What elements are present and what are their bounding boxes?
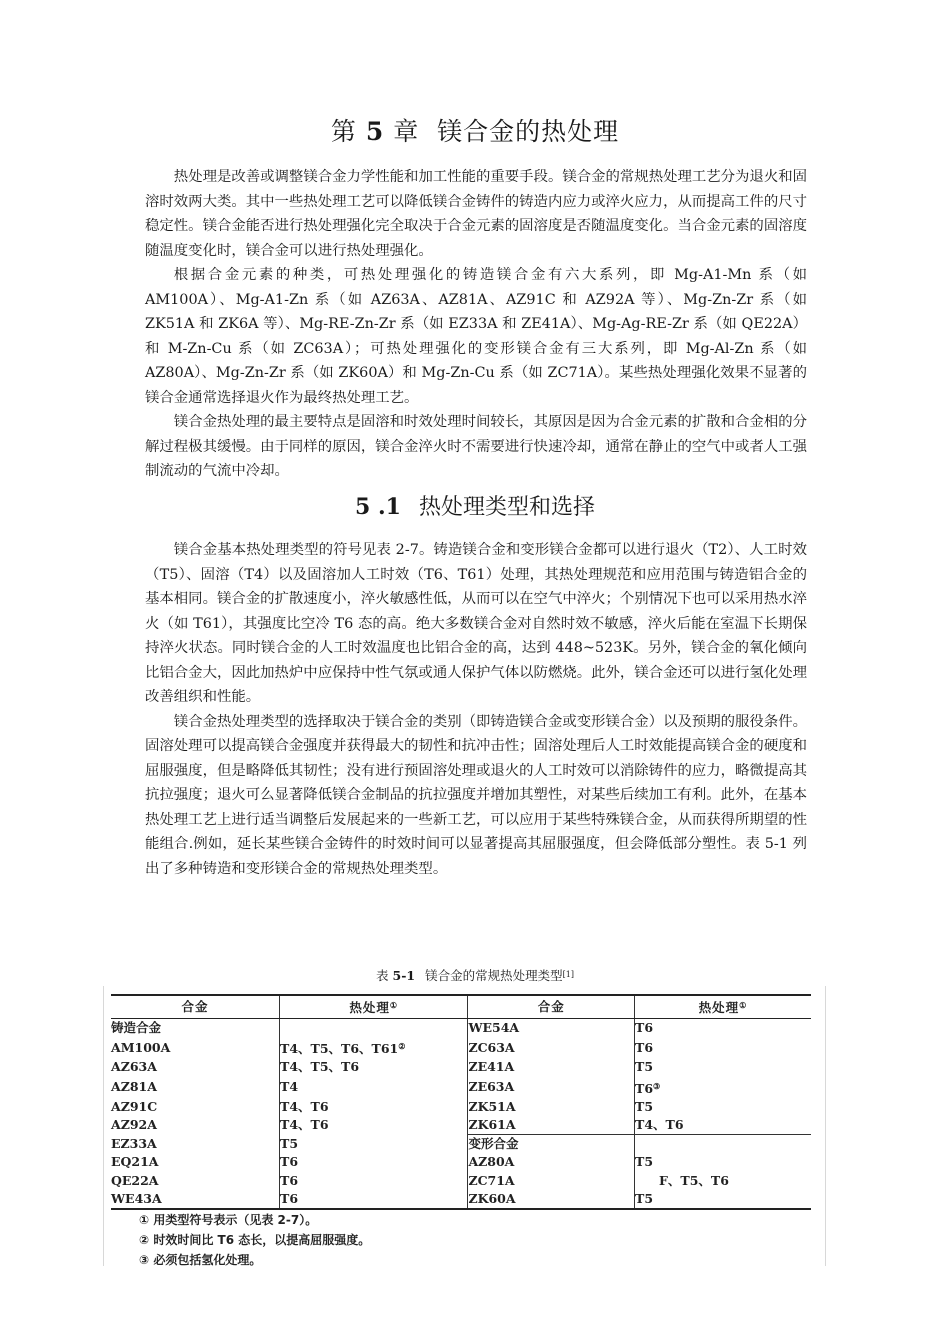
treatment-cell	[635, 1077, 811, 1098]
treatment-text: T6	[635, 1080, 654, 1096]
treatment-text: T5	[635, 1098, 654, 1114]
paragraph: 根据合金元素的种类，可热处理强化的铸造镁合金有六大系列，即 Mg-A1-Mn 系（如 AM100A）、Mg-A1-Zn 系（如 AZ63A、AZ81A、AZ91C 和 AZ92A 等）、Mg-Zn-Zr 系（如 ZK51A 和 ZK6A 等）、Mg-RE-Zn-Zr 系（如 EZ33A 和 ZE41A）、Mg-Ag-RE-Zr 系（如 QE22A）和 M-Zn-Cu 系（如 ZC63A）；可热处理强化的变形镁合金有三大系列，即 Mg-Al-Zn 系（如 AZ80A）、Mg-Zn-Zr 系（如 ZK60A）和 Mg-Zn-Cu 系（如 ZC71A）。某些热处理强化效果不显著的镁合金通常选择退火作为最终热处理工艺。	[145, 267, 807, 406]
table-row	[111, 1058, 811, 1076]
footnote: ③ 必须包括氢化处理。	[139, 1253, 262, 1267]
alloy-cell: ZK61A	[468, 1116, 635, 1135]
alloy-group-label: 变形合金	[468, 1135, 635, 1154]
alloy-cell: AZ81A	[111, 1079, 157, 1095]
caption-number: 5-1	[392, 968, 416, 983]
chapter-suffix: 章	[393, 117, 420, 146]
caption-reference: [1]	[562, 970, 574, 979]
treatment-text: T4、T6	[280, 1098, 329, 1114]
empty-cell	[635, 1135, 811, 1154]
header-treatment-text: 热处理	[349, 1000, 390, 1016]
table-body	[111, 1019, 811, 1210]
treatment-text: T6	[635, 1039, 654, 1055]
treatment-cell	[635, 1019, 811, 1038]
alloy-cell: EQ21A	[111, 1154, 159, 1170]
paragraph: 热处理是改善或调整镁合金力学性能和加工性能的重要手段。镁合金的常规热处理工艺分为退火和固溶时效两大类。其中一些热处理工艺可以降低镁合金铸件的铸造内应力或淬火应力，从而提高工件的尺寸稳定性。镁合金能否进行热处理强化完全取决于合金元素的固溶度是否随温度变化。当合金元素的固溶度随温度变化时，镁合金可以进行热处理强化。	[145, 169, 807, 259]
chapter-number: 5	[365, 117, 385, 146]
chapter-title	[0, 112, 950, 148]
header-alloy-left: 合金	[111, 995, 280, 1019]
footnote-marker: ①	[389, 1000, 399, 1011]
table-scan-image	[103, 986, 826, 1266]
chapter-prefix: 第	[330, 117, 357, 146]
header-treatment-text: 热处理	[698, 1000, 740, 1016]
table-row	[111, 1037, 811, 1058]
treatment-text: T5	[635, 1190, 654, 1206]
alloy-cell: ZE63A	[468, 1077, 635, 1098]
treatment-text: T5	[635, 1059, 654, 1075]
alloy-cell: ZK60A	[468, 1190, 635, 1209]
treatment-cell	[635, 1153, 811, 1171]
treatment-cell	[635, 1098, 811, 1116]
table-footnotes	[139, 1210, 370, 1270]
table-row	[111, 1172, 811, 1190]
section-title-text: 热处理类型和选择	[418, 495, 595, 520]
table-row	[111, 1190, 811, 1209]
table-row	[111, 1116, 811, 1135]
treatment-text: T4、T6	[280, 1117, 329, 1133]
alloy-cell: WE54A	[468, 1019, 635, 1038]
paragraph: 镁合金热处理的最主要特点是固溶和时效处理时间较长，其原因是因为合金元素的扩散和合金相的分解过程极其缓慢。由于同样的原因，镁合金淬火时不需要进行快速冷却，通常在静止的空气中或者人工强制流动的气流中冷却。	[145, 414, 807, 479]
treatment-text: T5	[280, 1135, 299, 1151]
table-row	[111, 1153, 811, 1171]
treatment-cell	[635, 1058, 811, 1076]
alloy-cell: ZC71A	[468, 1172, 635, 1190]
treatment-cell	[280, 1037, 468, 1058]
treatment-text: T4、T5、T6	[280, 1059, 360, 1075]
table-row	[111, 1077, 811, 1098]
treatment-text: T4、T5、T6、T61	[280, 1041, 399, 1057]
treatment-text: T6	[280, 1190, 299, 1206]
treatment-cell	[635, 1116, 811, 1135]
header-treatment-left	[280, 995, 468, 1019]
alloy-cell: AZ91C	[111, 1098, 158, 1114]
header-alloy-right: 合金	[468, 995, 635, 1019]
alloy-cell: ZK51A	[468, 1098, 635, 1116]
treatment-text: T6	[635, 1020, 654, 1035]
treatment-cell	[635, 1172, 811, 1190]
alloy-cell: ZE41A	[468, 1058, 635, 1076]
header-treatment-right	[635, 995, 811, 1019]
treatment-cell	[280, 1153, 468, 1171]
treatment-cell	[280, 1172, 468, 1190]
empty-cell	[280, 1019, 468, 1038]
caption-title: 镁合金的常规热处理类型	[425, 968, 563, 983]
treatment-text: T6	[280, 1154, 299, 1170]
alloy-group-label: 铸造合金	[111, 1020, 162, 1035]
footnote-marker: ③	[653, 1080, 661, 1091]
treatment-cell	[280, 1190, 468, 1209]
treatment-text: T6	[280, 1172, 299, 1188]
alloy-cell: ZC63A	[468, 1037, 635, 1058]
intro-text	[145, 165, 807, 484]
caption-prefix: 表	[376, 968, 389, 983]
alloy-cell: AM100A	[111, 1039, 171, 1055]
treatment-cell	[280, 1116, 468, 1135]
section-text	[145, 538, 807, 881]
table-caption	[0, 966, 950, 984]
alloy-cell: AZ80A	[468, 1153, 635, 1171]
alloy-cell: EZ33A	[111, 1135, 157, 1151]
footnote: ① 用类型符号表示（见表 2-7）。	[139, 1213, 318, 1227]
table-row	[111, 1019, 811, 1038]
treatment-cell	[635, 1190, 811, 1209]
alloy-cell: QE22A	[111, 1172, 159, 1188]
footnote-marker: ②	[398, 1041, 406, 1052]
treatment-text: T4、T6	[635, 1117, 684, 1133]
table-header-row	[111, 995, 811, 1019]
chapter-title-text: 镁合金的热处理	[437, 117, 620, 146]
heat-treatment-table	[111, 994, 811, 1210]
treatment-cell	[280, 1058, 468, 1076]
section-heading	[0, 490, 950, 521]
treatment-cell	[280, 1135, 468, 1154]
alloy-cell: AZ63A	[111, 1059, 157, 1075]
treatment-text: T4	[280, 1079, 299, 1095]
table-row	[111, 1135, 811, 1154]
treatment-cell	[280, 1098, 468, 1116]
alloy-cell: AZ92A	[111, 1117, 157, 1133]
treatment-text: T5	[635, 1154, 654, 1170]
footnote-marker: ①	[739, 1000, 748, 1011]
treatment-text: F、T5、T6	[659, 1172, 729, 1188]
paragraph: 镁合金基本热处理类型的符号见表 2-7。铸造镁合金和变形镁合金都可以进行退火（T2）、人工时效（T5）、固溶（T4）以及固溶加人工时效（T6、T61）处理，其热处理规范和应用范围与铸造铝合金的基本相同。镁合金的扩散速度小，淬火敏感性低，从而可以在空气中淬火；个别情况下也可以采用热水淬火（如 T61），其强度比空冷 T6 态的高。绝大多数镁合金对自然时效不敏感，淬火后能在室温下长期保持淬火状态。同时镁合金的人工时效温度也比铝合金的高，达到 448~523K。另外，镁合金的氧化倾向比铝合金大，因此加热炉中应保持中性气氛或通人保护气体以防燃烧。此外，镁合金还可以进行氢化处理改善组织和性能。	[145, 542, 807, 705]
section-number: 5 .1	[355, 494, 401, 520]
alloy-cell: WE43A	[111, 1190, 280, 1209]
paragraph: 镁合金热处理类型的选择取决于镁合金的类别（即铸造镁合金或变形镁合金）以及预期的服役条件。固溶处理可以提高镁合金强度并获得最大的韧性和抗冲击性；固溶处理后人工时效能提高镁合金的硬度和屈服强度，但是略降低其韧性；没有进行预固溶处理或退火的人工时效可以消除铸件的应力，略微提高其抗拉强度；退火可么显著降低镁合金制品的抗拉强度并增加其塑性，对某些后续加工有利。此外，在基本热处理工艺上进行适当调整后发展起来的一些新工艺，可以应用于某些特殊镁合金，从而获得所期望的性能组合.例如，延长某些镁合金铸件的时效时间可以显著提高其屈服强度，但会降低部分塑性。表 5-1 列出了多种铸造和变形镁合金的常规热处理类型。	[145, 713, 807, 877]
footnote: ② 时效时间比 T6 态长，以提高屈服强度。	[139, 1233, 371, 1247]
treatment-cell	[635, 1037, 811, 1058]
table-row	[111, 1098, 811, 1116]
treatment-cell	[280, 1077, 468, 1098]
